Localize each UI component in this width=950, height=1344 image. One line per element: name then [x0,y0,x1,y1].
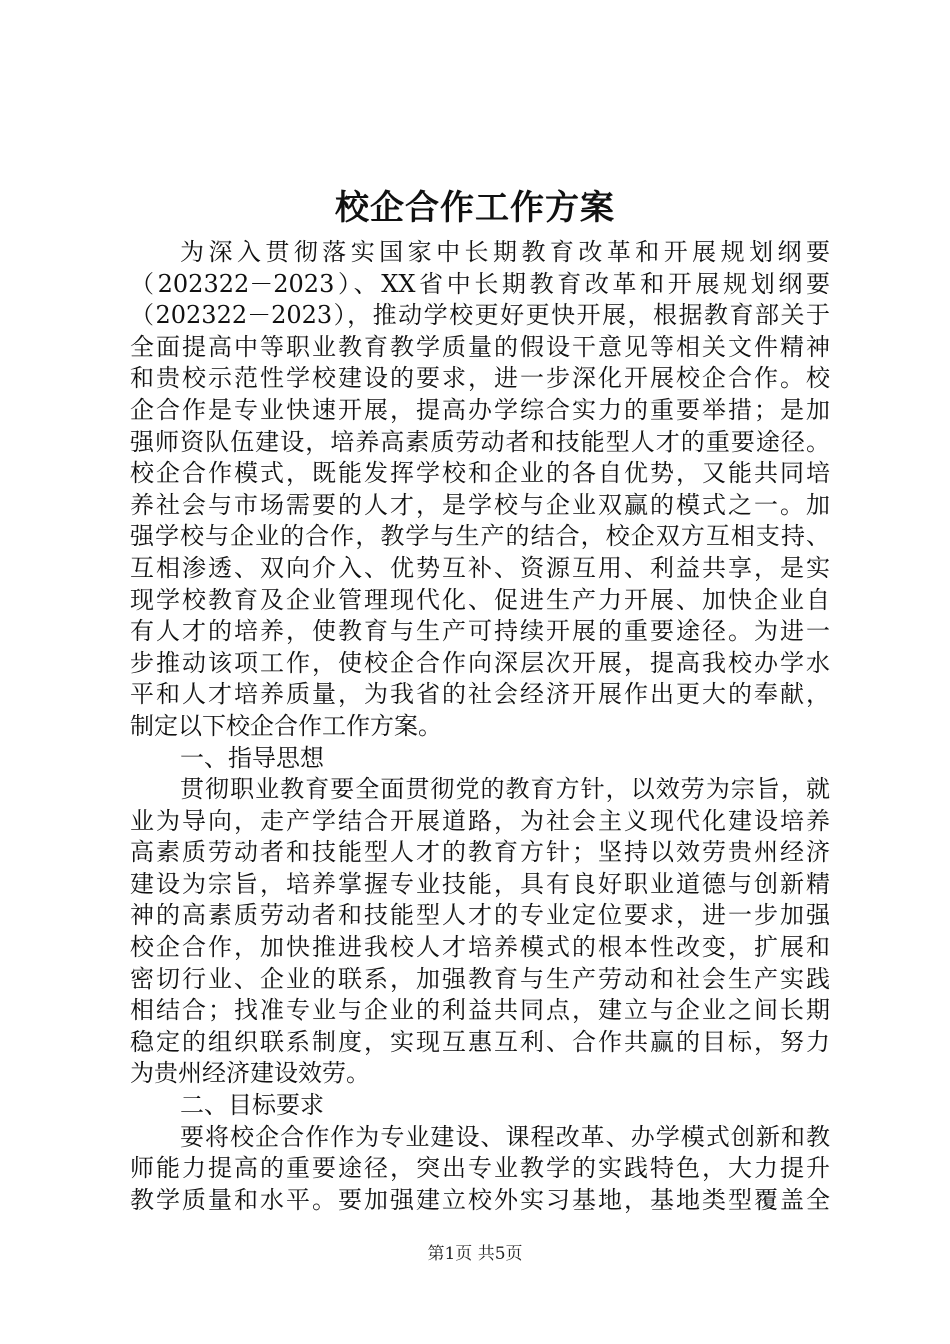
text-line: 业为导向，走产学结合开展道路，为社会主义现代化建设培养 [130,806,830,835]
paragraph-guiding-thought [130,774,830,1090]
text-line: 为贵州经济建设效劳。 [130,1059,370,1088]
text-line: 现学校教育及企业管理现代化、促进生产力开展、加快企业自 [130,585,830,614]
section-heading-guiding-thought: 一、指导思想 [180,743,324,772]
text-line: 教学质量和水平。要加强建立校外实习基地，基地类型覆盖全 [130,1185,830,1214]
text-line: （202322－2023），推动学校更好更快开展，根据教育部关于 [130,301,830,330]
text-line: 贯彻职业教育要全面贯彻党的教育方针，以效劳为宗旨，就 [180,775,830,804]
text-line: 校企合作模式，既能发挥学校和企业的各自优势，又能共同培 [130,459,830,488]
text-line: 步推动该项工作，使校企合作向深层次开展，提高我校办学水 [130,648,830,677]
text-line: 有人才的培养，使教育与生产可持续开展的重要途径。为进一 [130,617,830,646]
text-line: 高素质劳动者和技能型人才的教育方针；坚持以效劳贵州经济 [130,838,830,867]
text-line: （202322－2023）、XX省中长期教育改革和开展规划纲要 [130,269,830,298]
document-title: 校企合作工作方案 [335,188,615,228]
text-line: 企合作是专业快速开展，提高办学综合实力的重要举措；是加 [130,395,830,424]
text-line: 平和人才培养质量，为我省的社会经济开展作出更大的奉献， [130,680,830,709]
text-line: 互相渗透、双向介入、优势互补、资源互用、利益共享，是实 [130,553,830,582]
text-line: 制定以下校企合作工作方案。 [130,711,442,740]
text-line: 强师资队伍建设，培养高素质劳动者和技能型人才的重要途径。 [130,427,830,456]
paragraph-goals [130,1122,830,1217]
text-line: 师能力提高的重要途径，突出专业教学的实践特色，大力提升 [130,1154,830,1183]
text-line: 要将校企合作作为专业建设、课程改革、办学模式创新和教 [180,1122,830,1151]
text-line: 为深入贯彻落实国家中长期教育改革和开展规划纲要 [180,238,830,266]
section-heading-goals: 二、目标要求 [180,1091,324,1120]
text-line: 养社会与市场需要的人才，是学校与企业双赢的模式之一。加 [130,490,830,519]
text-line: 稳定的组织联系制度，实现互惠互利、合作共赢的目标，努力 [130,1027,830,1056]
text-line: 神的高素质劳动者和技能型人才的专业定位要求，进一步加强 [130,901,830,930]
text-line: 和贵校示范性学校建设的要求，进一步深化开展校企合作。校 [130,364,830,393]
paragraph-intro [130,237,830,743]
text-line: 建设为宗旨，培养掌握专业技能，具有良好职业道德与创新精 [130,869,830,898]
text-line: 强学校与企业的合作，教学与生产的结合，校企双方互相支持、 [130,522,830,551]
text-line: 校企合作，加快推进我校人才培养模式的根本性改变，扩展和 [130,933,830,962]
text-line: 全面提高中等职业教育教学质量的假设干意见等相关文件精神 [130,332,830,361]
document-body [130,237,830,1216]
text-line: 密切行业、企业的联系，加强教育与生产劳动和社会生产实践 [130,964,830,993]
page-footer: 第1页 共5页 [427,1244,523,1264]
text-line: 相结合；找准专业与企业的利益共同点，建立与企业之间长期 [130,996,830,1025]
